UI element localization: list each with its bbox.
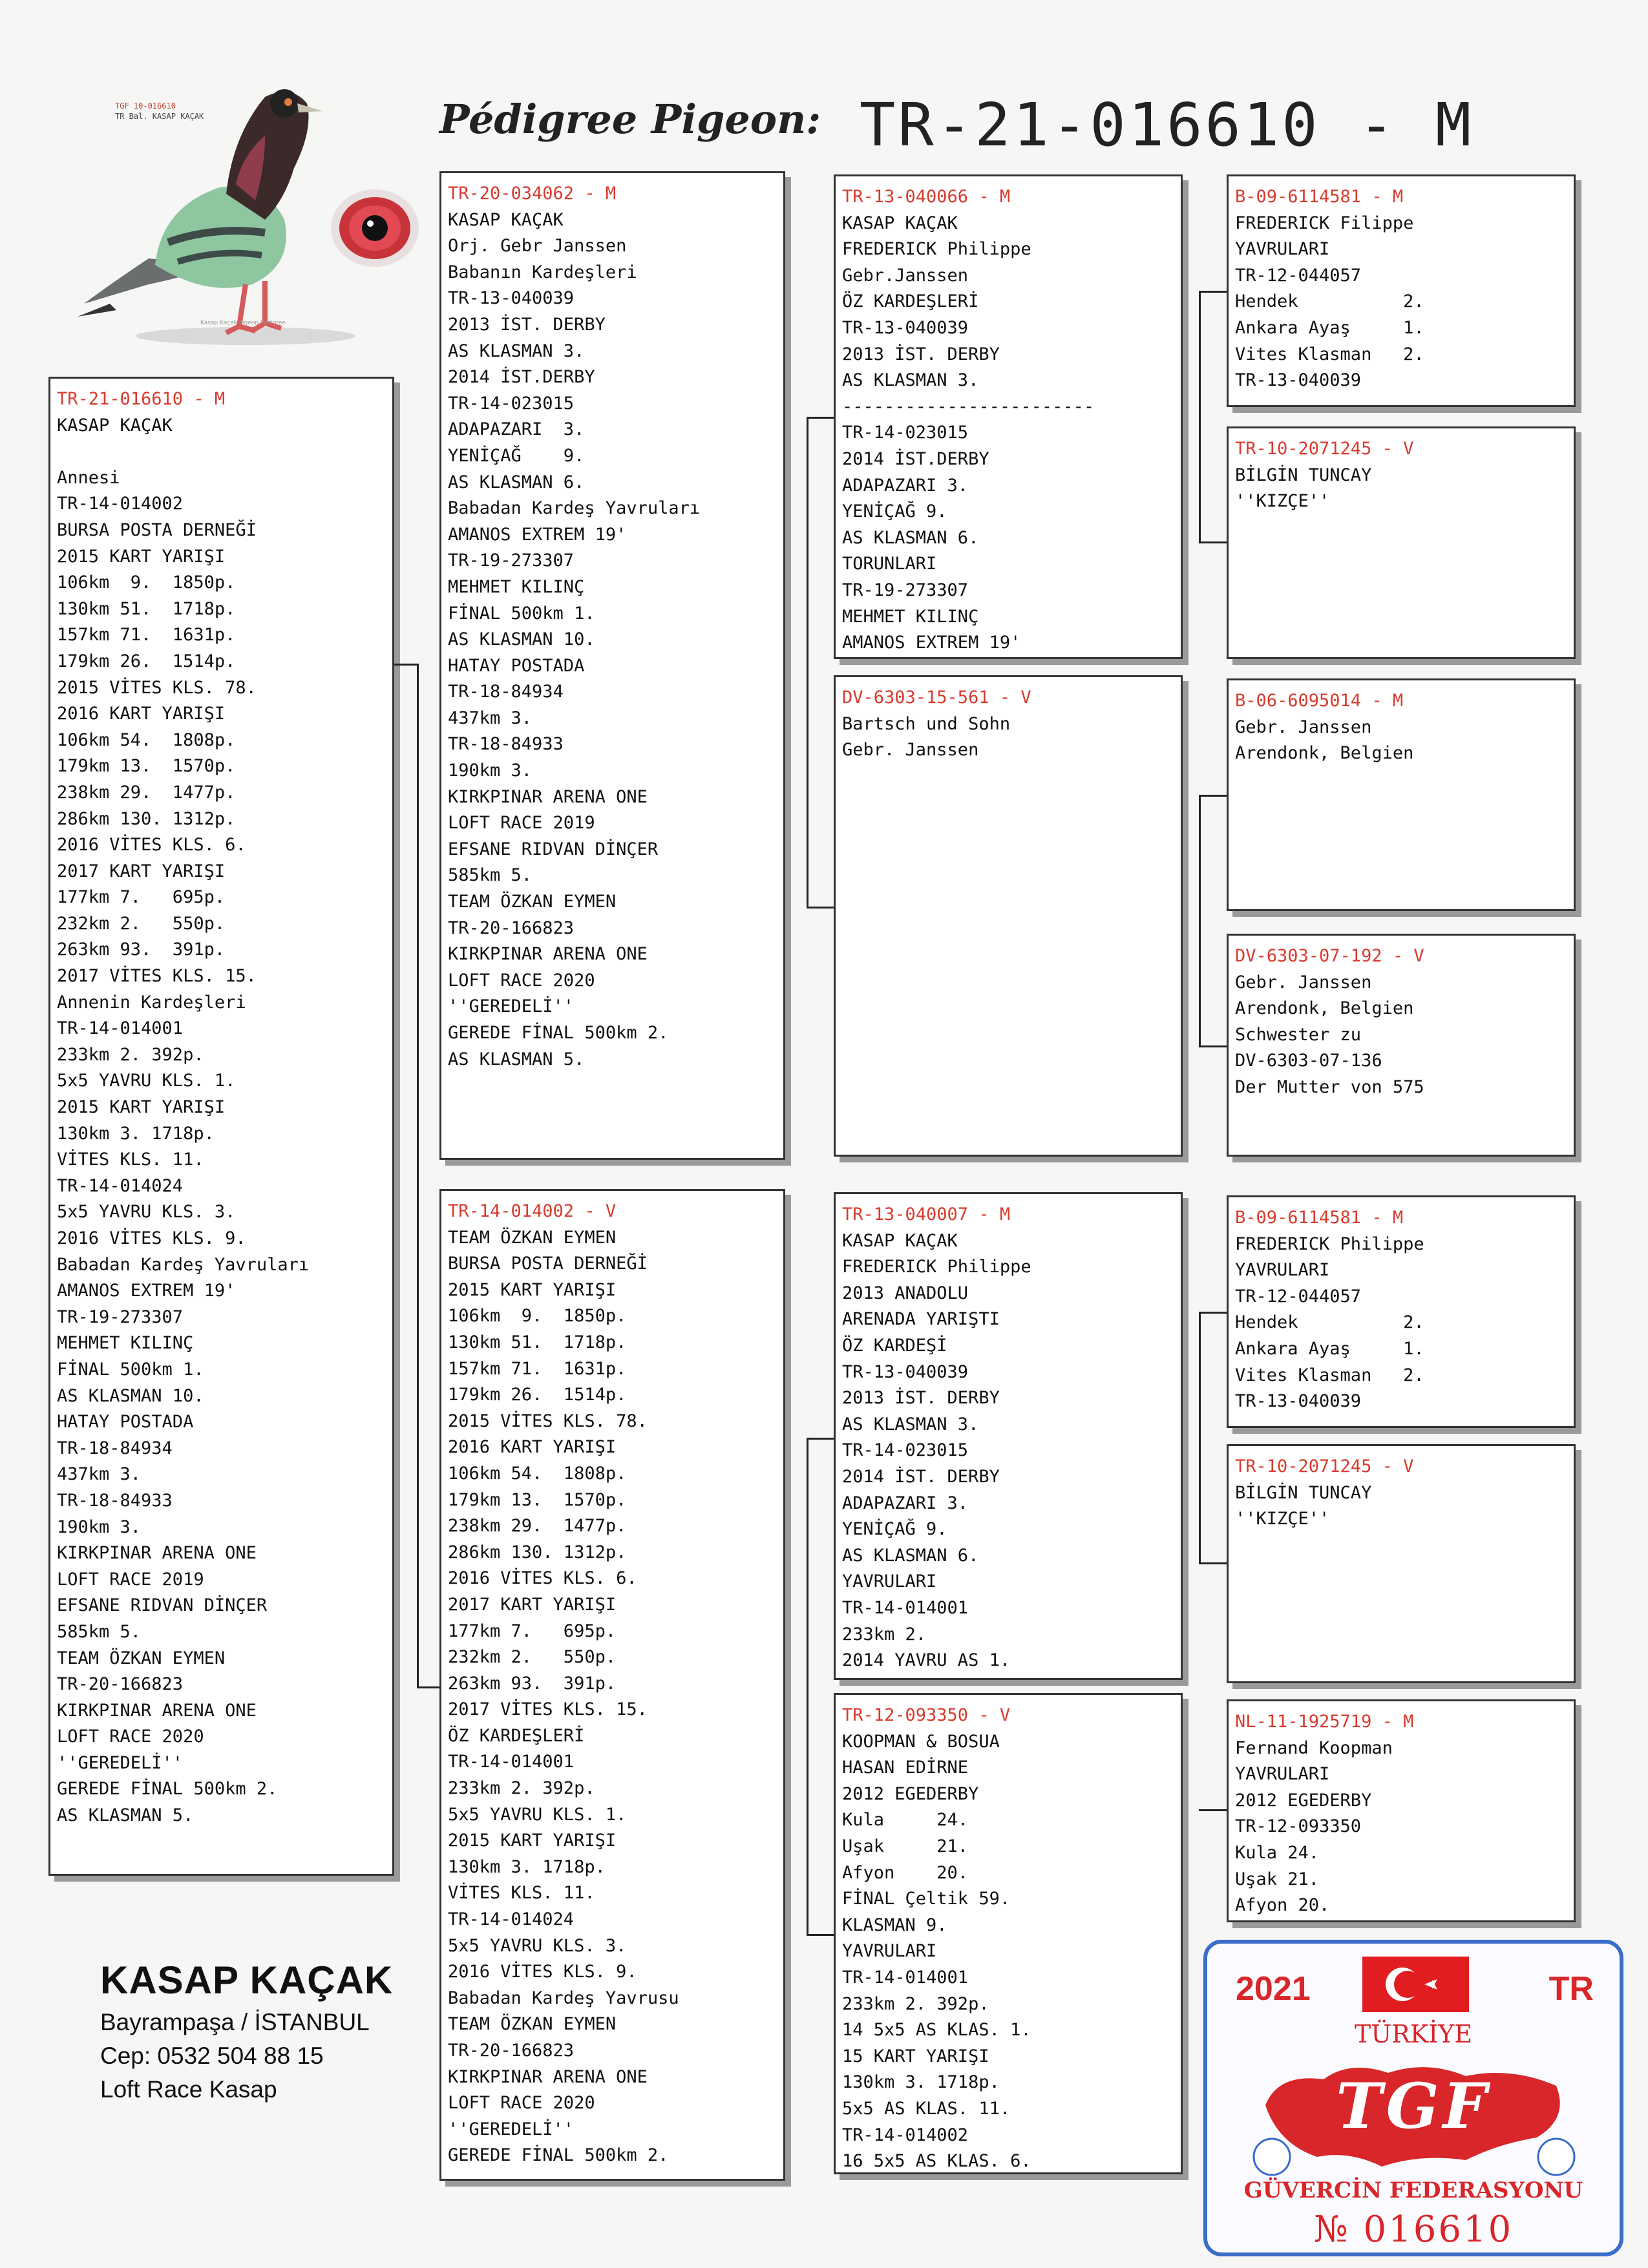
pedigree-line: Afyon 20. <box>842 1862 969 1883</box>
pedigree-line: AS KLASMAN 5. <box>448 1049 585 1069</box>
stamp-number: № 016610 <box>1313 2209 1514 2251</box>
pedigree-box-sire-sire-sire <box>1227 174 1576 407</box>
pedigree-line: TR-18-84933 <box>57 1490 173 1511</box>
pedigree-line: 2016 VİTES KLS. 6. <box>57 835 246 856</box>
pedigree-ring-number: TR-21-016610 - M <box>860 90 1474 160</box>
pedigree-line: 130km 3. 1718p. <box>448 1856 606 1877</box>
connector-line <box>1199 541 1227 543</box>
connector-line <box>807 417 834 419</box>
pedigree-line: TR-12-044057 <box>1235 265 1362 286</box>
pedigree-line: FİNAL Çeltik 59. <box>842 1889 1011 1909</box>
pedigree-line: ADAPAZARI 3. <box>448 419 585 440</box>
pedigree-line: BİLGİN TUNCAY <box>1235 1482 1372 1503</box>
pedigree-line: Arendonk, Belgien <box>1235 998 1414 1019</box>
pigeon-eye-illustration <box>326 184 423 271</box>
ring-number: TR-12-093350 - V <box>842 1705 1011 1725</box>
pedigree-line: MEHMET KILINÇ <box>842 606 979 627</box>
pedigree-line: YAVRULARI <box>1235 1260 1330 1281</box>
pedigree-line: KLASMAN 9. <box>842 1915 947 1935</box>
pedigree-line: EFSANE RIDVAN DİNÇER <box>448 839 659 859</box>
pedigree-details <box>57 413 386 1829</box>
pedigree-box-dam-sire-sire <box>1227 1195 1576 1428</box>
pedigree-line: BİLGİN TUNCAY <box>1235 465 1372 485</box>
pedigree-line: Arendonk, Belgien <box>1235 743 1414 764</box>
pedigree-line: 2013 İST. DERBY <box>842 344 1000 364</box>
pedigree-line: HATAY POSTADA <box>57 1412 194 1433</box>
pedigree-line: KASAP KAÇAK <box>448 209 564 230</box>
pedigree-line: TR-14-014001 <box>842 1597 969 1618</box>
pedigree-line: 233km 2. 392p. <box>842 1993 989 2014</box>
pedigree-line: Vites Klasman 2. <box>1235 1365 1424 1385</box>
pedigree-line: Ankara Ayaş 1. <box>1235 1338 1424 1359</box>
pedigree-line: TR-13-040039 <box>1235 1391 1362 1412</box>
pedigree-line: 106km 54. 1808p. <box>57 730 236 750</box>
connector-line <box>394 664 417 666</box>
pedigree-line: TR-20-166823 <box>448 2041 575 2061</box>
pedigree-line: ''GEREDELİ'' <box>448 2119 575 2139</box>
pedigree-line: FREDERICK Philippe <box>842 239 1031 260</box>
pedigree-line: TR-14-023015 <box>448 393 575 414</box>
owner-phone: Cep: 0532 504 88 15 <box>100 2042 324 2069</box>
pedigree-line: KIRKPINAR ARENA ONE <box>448 786 648 807</box>
pedigree-line: Uşak 21. <box>842 1836 969 1856</box>
pedigree-line: TR-19-273307 <box>842 580 969 600</box>
connector-line <box>807 1934 834 1936</box>
pedigree-line: 2014 İST.DERBY <box>448 367 595 388</box>
pedigree-line: GEREDE FİNAL 500km 2. <box>57 1779 278 1800</box>
pedigree-line: 286km 130. 1312p. <box>57 808 236 829</box>
pedigree-line: 286km 130. 1312p. <box>448 1542 627 1562</box>
pedigree-line: ÖZ KARDEŞLERİ <box>842 291 979 312</box>
ring-number: NL-11-1925719 - M <box>1235 1712 1414 1732</box>
pedigree-line: 263km 93. 391p. <box>57 940 226 960</box>
pedigree-details <box>1235 1480 1567 1533</box>
pedigree-line: 2014 İST. DERBY <box>842 1466 1000 1487</box>
pedigree-line: KIRKPINAR ARENA ONE <box>448 2066 648 2087</box>
pedigree-line: VİTES KLS. 11. <box>57 1150 204 1170</box>
pedigree-line: Uşak 21. <box>1235 1869 1320 1889</box>
pedigree-line: GEREDE FİNAL 500km 2. <box>448 2145 669 2166</box>
pedigree-line: YAVRULARI <box>1235 239 1330 260</box>
pedigree-line: AMANOS EXTREM 19' <box>842 633 1021 653</box>
pedigree-line: KASAP KAÇAK <box>842 1230 958 1251</box>
pedigree-line: 130km 51. 1718p. <box>448 1332 627 1352</box>
pedigree-line: TR-18-84934 <box>448 682 564 702</box>
pedigree-line: Babadan Kardeş Yavrusu <box>448 1988 679 2008</box>
pedigree-line: 177km 7. 695p. <box>448 1621 617 1641</box>
pedigree-line: YENİÇAĞ 9. <box>842 501 947 522</box>
pedigree-line: AS KLASMAN 5. <box>57 1805 194 1826</box>
pedigree-line: KIRKPINAR ARENA ONE <box>57 1700 257 1721</box>
pedigree-box-dam-dam <box>834 1693 1183 2174</box>
pedigree-line: 2016 KART YARIŞI <box>57 704 226 724</box>
owner-name: KASAP KAÇAK <box>100 1958 394 2002</box>
pedigree-line: KOOPMAN & BOSUA <box>842 1731 1000 1752</box>
pedigree-line: TR-12-044057 <box>1235 1286 1362 1307</box>
pedigree-line: 106km 9. 1850p. <box>448 1306 627 1327</box>
pedigree-line: EFSANE RIDVAN DİNÇER <box>57 1595 268 1616</box>
pedigree-line: ''GEREDELİ'' <box>57 1752 184 1773</box>
pedigree-box-sire-sire <box>834 174 1183 659</box>
pedigree-line: TEAM ÖZKAN EYMEN <box>57 1648 226 1668</box>
pedigree-line: LOFT RACE 2019 <box>448 813 595 834</box>
pedigree-line: HASAN EDİRNE <box>842 1758 969 1778</box>
pedigree-details <box>1235 211 1567 394</box>
pedigree-line: Babadan Kardeş Yavruları <box>57 1254 310 1275</box>
stamp-federation: GÜVERCİN FEDERASYONU <box>1243 2178 1583 2203</box>
connector-line <box>417 664 419 1688</box>
pedigree-line: 233km 2. 392p. <box>57 1044 204 1065</box>
pedigree-line: TR-14-014002 <box>842 2125 969 2145</box>
pedigree-line: 232km 2. 550p. <box>448 1647 617 1668</box>
pedigree-line: 2013 ANADOLU <box>842 1283 969 1303</box>
pedigree-line: FREDERICK Philippe <box>842 1257 1031 1277</box>
pedigree-line: Annenin Kardeşleri <box>57 992 246 1013</box>
pedigree-line: ÖZ KARDEŞİ <box>842 1335 947 1356</box>
pedigree-line: TR-18-84933 <box>448 734 564 755</box>
connector-line <box>1199 291 1201 543</box>
pedigree-line: 2012 EGEDERBY <box>842 1783 979 1804</box>
pedigree-line: Fernand Koopman <box>1235 1738 1393 1758</box>
pedigree-details <box>1235 1232 1567 1415</box>
pedigree-line: 190km 3. <box>57 1517 142 1537</box>
pedigree-line: 2016 VİTES KLS. 9. <box>57 1228 246 1248</box>
pedigree-line: GEREDE FİNAL 500km 2. <box>448 1023 669 1043</box>
pedigree-box-dam <box>439 1189 785 2181</box>
pedigree-line: 2016 VİTES KLS. 9. <box>448 1962 637 1982</box>
pedigree-details <box>1235 1736 1567 1919</box>
ring-tag-text: TGF 10-016610 TR Bal. KASAP KAÇAK <box>115 101 204 121</box>
pedigree-line: 179km 13. 1570p. <box>57 756 236 777</box>
pedigree-line: AS KLASMAN 3. <box>842 370 979 391</box>
pedigree-line: KASAP KAÇAK <box>57 415 173 436</box>
stamp-logo: TGF <box>1336 2070 1491 2143</box>
pedigree-line: 5x5 YAVRU KLS. 1. <box>448 1804 627 1825</box>
pedigree-line: Babadan Kardeş Yavruları <box>448 498 701 519</box>
pedigree-line: YENİÇAĞ 9. <box>842 1519 947 1540</box>
pedigree-line: 179km 13. 1570p. <box>448 1489 627 1510</box>
connector-line <box>807 907 834 908</box>
pedigree-line: TR-14-023015 <box>842 1440 969 1461</box>
pedigree-line: 106km 54. 1808p. <box>448 1463 627 1484</box>
pedigree-line: TR-20-166823 <box>57 1674 184 1695</box>
pedigree-line: ------------------------ <box>842 396 1095 417</box>
pedigree-line: 2013 İST. DERBY <box>448 314 606 335</box>
pedigree-line: 2017 KART YARIŞI <box>448 1594 617 1615</box>
pedigree-line: MEHMET KILINÇ <box>57 1333 194 1354</box>
pedigree-line: 2015 VİTES KLS. 78. <box>57 677 257 698</box>
pedigree-line: 190km 3. <box>448 761 533 781</box>
pedigree-line: TR-14-014001 <box>448 1752 575 1772</box>
ring-number: TR-21-016610 - M <box>57 389 226 409</box>
pedigree-line: 2016 VİTES KLS. 6. <box>448 1568 637 1589</box>
pedigree-line: TR-14-014024 <box>448 1909 575 1930</box>
pedigree-line: ''GEREDELİ'' <box>448 996 575 1017</box>
pedigree-line: Der Mutter von 575 <box>1235 1076 1424 1097</box>
pedigree-line: TR-20-166823 <box>448 918 575 938</box>
pedigree-line: Afyon 20. <box>1235 1895 1330 1916</box>
pedigree-line: AS KLASMAN 10. <box>57 1385 204 1406</box>
pedigree-details <box>1235 463 1567 515</box>
pedigree-line: TR-19-273307 <box>57 1307 184 1327</box>
pedigree-line: Vites Klasman 2. <box>1235 344 1424 364</box>
pedigree-line: 130km 3. 1718p. <box>57 1123 215 1144</box>
pedigree-line: LOFT RACE 2020 <box>448 2093 595 2114</box>
pedigree-line: 5x5 YAVRU KLS. 1. <box>57 1071 236 1091</box>
turkey-flag-icon <box>1362 1957 1469 2012</box>
ring-number: TR-10-2071245 - V <box>1235 1456 1414 1476</box>
pedigree-line: TR-13-040039 <box>1235 370 1362 391</box>
ring-number: DV-6303-15-561 - V <box>842 688 1031 708</box>
pedigree-line: 106km 9. 1850p. <box>57 572 236 593</box>
pedigree-line: FREDERICK Philippe <box>1235 1234 1424 1254</box>
pedigree-line: TR-13-040039 <box>448 288 575 309</box>
ring-number: B-06-6095014 - M <box>1235 691 1404 711</box>
pedigree-box-sire-dam <box>834 675 1183 1157</box>
pedigree-line: VİTES KLS. 11. <box>448 1883 595 1904</box>
pedigree-line: 177km 7. 695p. <box>57 887 226 908</box>
connector-line <box>1199 795 1201 1047</box>
pedigree-box-sire-sire-dam <box>1227 426 1576 659</box>
tgf-registration-stamp <box>1203 1940 1623 2256</box>
ring-number: B-09-6114581 - M <box>1235 1208 1404 1228</box>
stamp-country-code: TR <box>1548 1970 1594 2008</box>
pedigree-line: TR-14-014001 <box>57 1018 184 1039</box>
pedigree-line: Orj. Gebr Janssen <box>448 236 627 257</box>
pedigree-box-sire <box>439 171 785 1160</box>
pedigree-line: BURSA POSTA DERNEĞİ <box>448 1254 648 1274</box>
pedigree-line: 130km 3. 1718p. <box>842 2072 1000 2093</box>
pedigree-line: 2017 VİTES KLS. 15. <box>57 966 257 987</box>
pedigree-line: 2017 VİTES KLS. 15. <box>448 1699 648 1720</box>
pedigree-line: 238km 29. 1477p. <box>448 1516 627 1537</box>
pedigree-line: ADAPAZARI 3. <box>842 475 969 496</box>
owner-info <box>100 1958 393 2103</box>
pedigree-line: TEAM ÖZKAN EYMEN <box>448 1227 617 1248</box>
pedigree-line: 2014 İST.DERBY <box>842 448 989 469</box>
pedigree-line: 130km 51. 1718p. <box>57 598 236 619</box>
pedigree-line: YAVRULARI <box>1235 1764 1330 1785</box>
pedigree-line: 2017 KART YARIŞI <box>57 861 226 881</box>
pedigree-box-dam-sire <box>834 1192 1183 1680</box>
ring-number: B-09-6114581 - M <box>1235 187 1404 207</box>
pedigree-line: TR-14-023015 <box>842 423 969 443</box>
pedigree-line: YAVRULARI <box>842 1571 937 1592</box>
stamp-country-name: TÜRKİYE <box>1354 2020 1473 2048</box>
owner-location: Bayrampaşa / İSTANBUL <box>100 2009 370 2035</box>
pedigree-line: Bartsch und Sohn <box>842 713 1011 734</box>
pedigree-line: Hendek 2. <box>1235 291 1424 312</box>
pedigree-line: TR-14-014001 <box>842 1967 969 1988</box>
ring-number: DV-6303-07-192 - V <box>1235 946 1424 966</box>
pedigree-details <box>448 207 777 1073</box>
pedigree-line: FİNAL 500km 1. <box>57 1359 204 1380</box>
pedigree-line: 179km 26. 1514p. <box>448 1385 627 1405</box>
pedigree-line: 437km 3. <box>57 1464 142 1485</box>
pedigree-line: AMANOS EXTREM 19' <box>448 524 627 545</box>
connector-line <box>417 1686 439 1688</box>
connector-line <box>1199 291 1227 293</box>
pedigree-line: 437km 3. <box>448 708 533 728</box>
pedigree-line: LOFT RACE 2019 <box>57 1569 204 1590</box>
pedigree-line: 263km 93. 391p. <box>448 1673 617 1694</box>
pedigree-line: Gebr. Janssen <box>842 740 979 761</box>
pedigree-line: Babanın Kardeşleri <box>448 262 637 282</box>
pedigree-line: AS KLASMAN 6. <box>448 472 585 492</box>
pedigree-line: TEAM ÖZKAN EYMEN <box>448 892 617 912</box>
pedigree-line: Ankara Ayaş 1. <box>1235 317 1424 338</box>
pedigree-line: Gebr. Janssen <box>1235 972 1372 992</box>
pedigree-line: 2016 KART YARIŞI <box>448 1437 617 1458</box>
pedigree-details <box>842 211 1174 656</box>
pedigree-line: FİNAL 500km 1. <box>448 603 595 624</box>
pedigree-line: ARENADA YARIŞTI <box>842 1309 1000 1330</box>
pedigree-line: 238km 29. 1477p. <box>57 782 236 803</box>
pedigree-line: ''KIZÇE'' <box>1235 1509 1330 1529</box>
pedigree-details <box>1235 715 1567 767</box>
ring-number: TR-20-034062 - M <box>448 184 617 204</box>
connector-line <box>807 417 808 908</box>
pedigree-line: TR-18-84934 <box>57 1438 173 1458</box>
pedigree-line: 2015 VİTES KLS. 78. <box>448 1411 648 1431</box>
pedigree-line: Kula 24. <box>1235 1842 1320 1863</box>
owner-loft: Loft Race Kasap <box>100 2076 277 2103</box>
stamp-year: 2021 <box>1236 1970 1311 2008</box>
pedigree-line: KIRKPINAR ARENA ONE <box>448 944 648 965</box>
pedigree-box-subject <box>48 377 394 1876</box>
pedigree-details <box>448 1225 777 2169</box>
pedigree-line: TR-13-040039 <box>842 317 969 338</box>
pedigree-line: 2015 KART YARIŞI <box>57 1097 226 1118</box>
pedigree-line: Annesi <box>57 467 120 488</box>
pedigree-details <box>842 1228 1174 1674</box>
connector-line <box>807 1438 808 1935</box>
pedigree-line: 585km 5. <box>57 1621 142 1642</box>
pedigree-line: Gebr. Janssen <box>1235 717 1372 737</box>
pedigree-line: 2012 EGEDERBY <box>1235 1790 1372 1811</box>
pedigree-line: 232km 2. 550p. <box>57 913 226 934</box>
pedigree-details <box>842 711 1174 764</box>
pedigree-line: TR-14-014002 <box>57 494 184 514</box>
pedigree-line: ADAPAZARI 3. <box>842 1493 969 1513</box>
pedigree-box-dam-sire-dam <box>1227 1444 1576 1683</box>
pedigree-line: 16 5x5 AS KLAS. 6. <box>842 2151 1031 2172</box>
pedigree-line: Schwester zu <box>1235 1024 1362 1045</box>
pedigree-line: AS KLASMAN 6. <box>842 527 979 548</box>
pedigree-line: KIRKPINAR ARENA ONE <box>57 1543 257 1564</box>
pedigree-line: 179km 26. 1514p. <box>57 651 236 671</box>
pedigree-line: LOFT RACE 2020 <box>57 1727 204 1747</box>
pedigree-line: Kula 24. <box>842 1810 969 1831</box>
ring-number: TR-10-2071245 - V <box>1235 439 1414 459</box>
svg-text:Kasap Kaçak Pigeon Pedigree: Kasap Kaçak Pigeon Pedigree <box>200 320 286 326</box>
pedigree-line: 2013 İST. DERBY <box>842 1388 1000 1409</box>
connector-line <box>1199 1562 1227 1564</box>
pedigree-line: 157km 71. 1631p. <box>448 1358 627 1379</box>
pedigree-line: 2015 KART YARIŞI <box>57 546 226 567</box>
pedigree-line: HATAY POSTADA <box>448 655 585 676</box>
connector-line <box>1199 1312 1201 1564</box>
pedigree-line: 5x5 YAVRU KLS. 3. <box>57 1202 236 1223</box>
pedigree-line: AS KLASMAN 3. <box>842 1414 979 1434</box>
pedigree-line: 585km 5. <box>448 865 533 886</box>
pedigree-line: 5x5 AS KLAS. 11. <box>842 2098 1011 2119</box>
pedigree-line: Hendek 2. <box>1235 1312 1424 1333</box>
pedigree-line: ÖZ KARDEŞLERİ <box>448 1725 585 1746</box>
ring-number: TR-14-014002 - V <box>448 1201 617 1221</box>
pedigree-line: AMANOS EXTREM 19' <box>57 1281 236 1301</box>
pedigree-line: BURSA POSTA DERNEĞİ <box>57 520 257 540</box>
pedigree-line: TR-12-093350 <box>1235 1816 1362 1837</box>
pedigree-box-sire-dam-sire <box>1227 678 1576 911</box>
pedigree-details <box>1235 970 1567 1101</box>
pedigree-line: 233km 2. 392p. <box>448 1778 595 1799</box>
pedigree-line: YENİÇAĞ 9. <box>448 445 585 466</box>
pedigree-line: 2014 YAVRU AS 1. <box>842 1650 1011 1671</box>
connector-line <box>1199 1045 1227 1047</box>
pedigree-box-sire-dam-dam <box>1227 934 1576 1157</box>
pedigree-line: AS KLASMAN 10. <box>448 629 595 650</box>
pedigree-label: Pédigree Pigeon: <box>439 96 821 143</box>
pedigree-line: Gebr.Janssen <box>842 265 969 286</box>
pedigree-line: AS KLASMAN 3. <box>448 341 585 361</box>
pedigree-line: ''KIZÇE'' <box>1235 491 1330 512</box>
connector-line <box>1199 795 1227 797</box>
pedigree-line: MEHMET KILINÇ <box>448 576 585 597</box>
pedigree-box-dam-dam-sire <box>1227 1699 1576 1922</box>
pedigree-line: 2015 KART YARIŞI <box>448 1279 617 1300</box>
pedigree-line: 14 5x5 AS KLAS. 1. <box>842 2020 1031 2041</box>
pedigree-line: 5x5 YAVRU KLS. 3. <box>448 1935 627 1956</box>
pedigree-details <box>842 1729 1174 2174</box>
pedigree-line: DV-6303-07-136 <box>1235 1051 1382 1071</box>
pedigree-line: KASAP KAÇAK <box>842 213 958 233</box>
pedigree-line <box>57 439 386 465</box>
pedigree-line: FREDERICK Filippe <box>1235 213 1414 233</box>
pedigree-line: TEAM ÖZKAN EYMEN <box>448 2014 617 2035</box>
connector-line <box>1199 1809 1227 1811</box>
pedigree-line: 15 KART YARIŞI <box>842 2046 989 2066</box>
ring-number: TR-13-040066 - M <box>842 187 1011 207</box>
pedigree-line: TR-13-040039 <box>842 1361 969 1382</box>
pedigree-line: LOFT RACE 2020 <box>448 970 595 991</box>
pedigree-line: 157km 71. 1631p. <box>57 625 236 646</box>
pedigree-line: YAVRULARI <box>842 1941 937 1962</box>
pedigree-line: TR-14-014024 <box>57 1175 184 1196</box>
pedigree-line: AS KLASMAN 6. <box>842 1545 979 1566</box>
pedigree-line: 233km 2. <box>842 1624 927 1644</box>
pedigree-line: TR-19-273307 <box>448 551 575 571</box>
ring-number: TR-13-040007 - M <box>842 1204 1011 1224</box>
pedigree-line: 2015 KART YARIŞI <box>448 1831 617 1851</box>
pedigree-line: TORUNLARI <box>842 554 937 574</box>
connector-line <box>1199 1312 1227 1314</box>
connector-line <box>807 1438 834 1440</box>
